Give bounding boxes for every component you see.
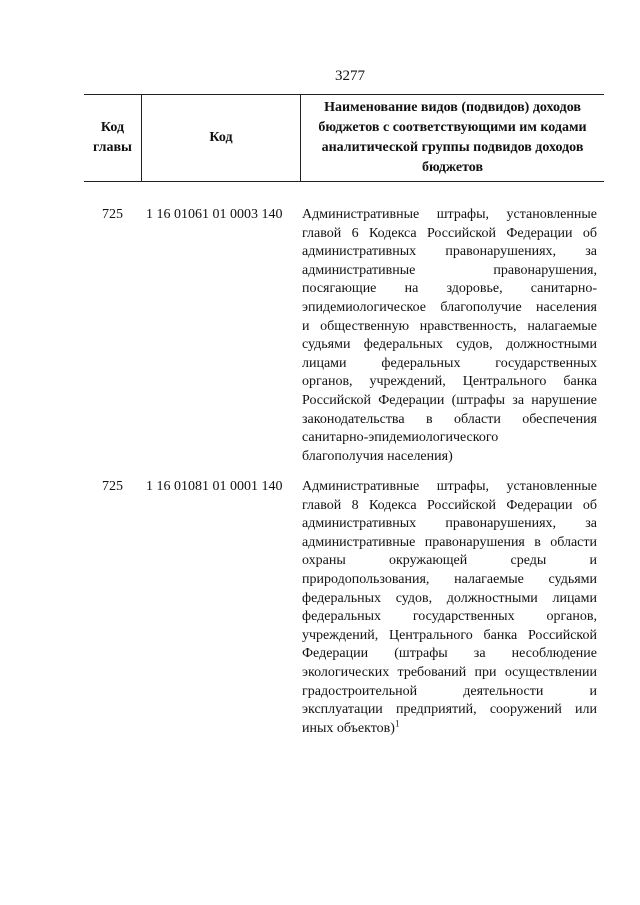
- description-line: охраны окружающей среды и: [302, 553, 597, 569]
- header-code: Код: [142, 95, 301, 182]
- header-chapter-code-line-2: главы: [93, 140, 132, 155]
- header-name-line-2: бюджетов с соответствующими им кодами: [318, 120, 587, 135]
- chapter-code: 725: [102, 207, 123, 222]
- table-header: [84, 94, 604, 182]
- description-line: органов, учреждений, Центрального банка: [302, 374, 597, 390]
- description-line: административные правонарушения,: [302, 262, 597, 278]
- description: [302, 478, 597, 738]
- header-name-line-1: Наименование видов (подвидов) доходов: [324, 100, 581, 115]
- description-line: федеральных судов, должностными лицами: [302, 590, 597, 606]
- description-line-text: иных объектов): [302, 720, 395, 736]
- description-line: административных правонарушениях, за: [302, 516, 597, 532]
- description-line: лицами федеральных государственных: [302, 355, 597, 371]
- description-line: административных правонарушениях, за: [302, 244, 597, 260]
- header-name: [301, 95, 605, 182]
- description-line: главой 6 Кодекса Российской Федерации об: [302, 225, 597, 241]
- description-line: и общественную нравственность, налагаемые: [302, 318, 597, 334]
- description-line: экологических требований при осуществлении: [302, 664, 597, 680]
- footnote-marker: 1: [394, 718, 400, 729]
- description-line: градостроительной деятельности и: [302, 683, 597, 699]
- income-code: 1 16 01061 01 0003 140: [146, 207, 283, 222]
- description-line: благополучия населения): [302, 448, 453, 464]
- description-line: законодательства в области обеспечения: [302, 411, 597, 427]
- income-code: 1 16 01081 01 0001 140: [146, 479, 283, 494]
- description-line: эксплуатации предприятий, сооружений или: [302, 702, 597, 718]
- description-line: санитарно-эпидемиологического: [302, 430, 499, 446]
- chapter-code: 725: [102, 479, 123, 494]
- header-chapter-code: [84, 95, 142, 182]
- description-line: эпидемиологическое благополучие населения: [302, 299, 597, 315]
- description-line-last: [302, 720, 597, 739]
- description-line: административные правонарушения в области: [302, 534, 597, 550]
- page-number: 3277: [335, 68, 365, 84]
- header-chapter-code-line-1: Код: [100, 120, 125, 135]
- description-line: Административные штрафы, установленные: [302, 479, 597, 494]
- header-name-line-4: бюджетов: [421, 160, 484, 175]
- description-line: судьями федеральных судов, должностными: [302, 337, 597, 353]
- description-line: посягающие на здоровье, санитарно-: [302, 281, 597, 297]
- description-line: главой 8 Кодекса Российской Федерации об: [302, 497, 597, 513]
- header-name-line-3: аналитической группы подвидов доходов: [321, 140, 584, 155]
- description-line: Федерации (штрафы за несоблюдение: [302, 646, 597, 662]
- description-line: природопользования, налагаемые судьями: [302, 571, 597, 587]
- description-line: федеральных государственных органов,: [302, 609, 597, 625]
- description-line: Административные штрафы, установленные: [302, 207, 597, 222]
- description: [302, 206, 597, 466]
- description-line: учреждений, Центрального банка Российской: [302, 627, 597, 643]
- description-line: Российской Федерации (штрафы за нарушение: [302, 392, 597, 408]
